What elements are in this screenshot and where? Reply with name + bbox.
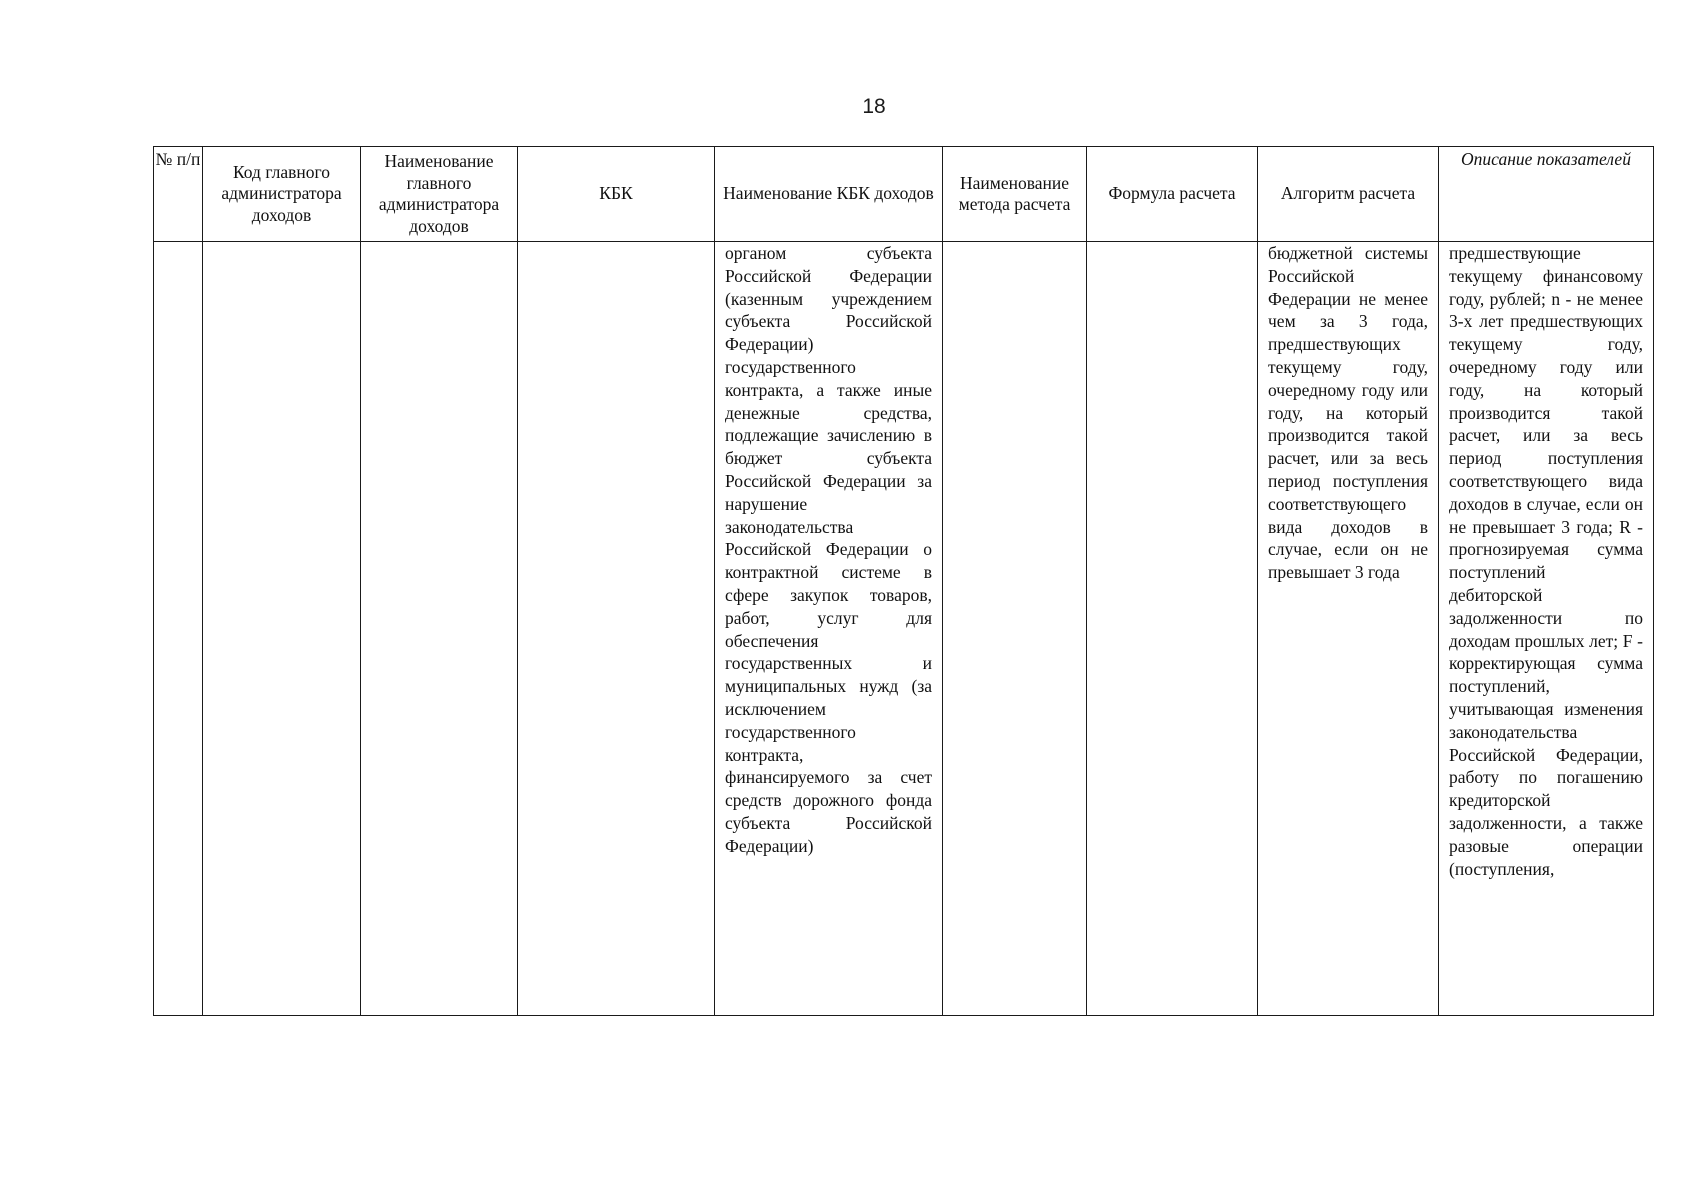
header-admin-name: Наименование главного администратора доходов — [361, 147, 518, 242]
cell-admin-code — [203, 242, 361, 1016]
header-num: № п/п — [154, 147, 203, 242]
algorithm-text: бюджетной системы Российской Федерации не менее чем за 3 года, предшествующих текущему году, очередному году или году, на который производится такой расчет, или за весь период поступления соответствующего вида доходов в случае, если он не превышает 3 года — [1268, 243, 1428, 583]
header-kbk: КБК — [518, 147, 715, 242]
cell-num — [154, 242, 203, 1016]
header-kbk-name: Наименование КБК доходов — [715, 147, 943, 242]
page-number: 18 — [862, 95, 886, 118]
cell-description — [1439, 242, 1654, 1016]
revenue-forecast-table — [153, 146, 1654, 1016]
header-description: Описание показателей — [1439, 147, 1654, 242]
kbk-name-text: органом субъекта Российской Федерации (казенным учреждением субъекта Российской Федерации) государственного контракта, а также иные денежные средства, подлежащие зачислению в бюджет субъекта Российской Федерации за нарушение законодательства Российской Федерации о контрактной системе в сфере закупок товаров, работ, услуг для обеспечения государственных и муниципальных нужд (за исключением государственного контракта, финансируемого за счет средств дорожного фонда субъекта Российской Федерации) — [725, 243, 932, 856]
header-algorithm: Алгоритм расчета — [1258, 147, 1439, 242]
header-method-name: Наименование метода расчета — [943, 147, 1087, 242]
cell-admin-name — [361, 242, 518, 1016]
table-header-row — [154, 147, 1654, 242]
cell-kbk-name — [715, 242, 943, 1016]
header-admin-code: Код главного администратора доходов — [203, 147, 361, 242]
description-text: предшествующие текущему финансовому году, рублей; n - не менее 3-х лет предшествующих текущему году, очередному году или году, на который производится такой расчет, или за весь период поступления соответствующего вида доходов в случае, если он не превышает 3 года; R - прогнозируемая сумма поступлений дебиторской задолженности по доходам прошлых лет; F - корректирующая сумма поступлений, учитывающая изменения законодательства Российской Федерации, работу по погашению кредиторской задолженности, а также разовые операции (поступления, — [1449, 243, 1643, 879]
cell-kbk — [518, 242, 715, 1016]
table-row — [154, 242, 1654, 1016]
cell-algorithm — [1258, 242, 1439, 1016]
cell-formula — [1087, 242, 1258, 1016]
cell-method-name — [943, 242, 1087, 1016]
header-formula: Формула расчета — [1087, 147, 1258, 242]
